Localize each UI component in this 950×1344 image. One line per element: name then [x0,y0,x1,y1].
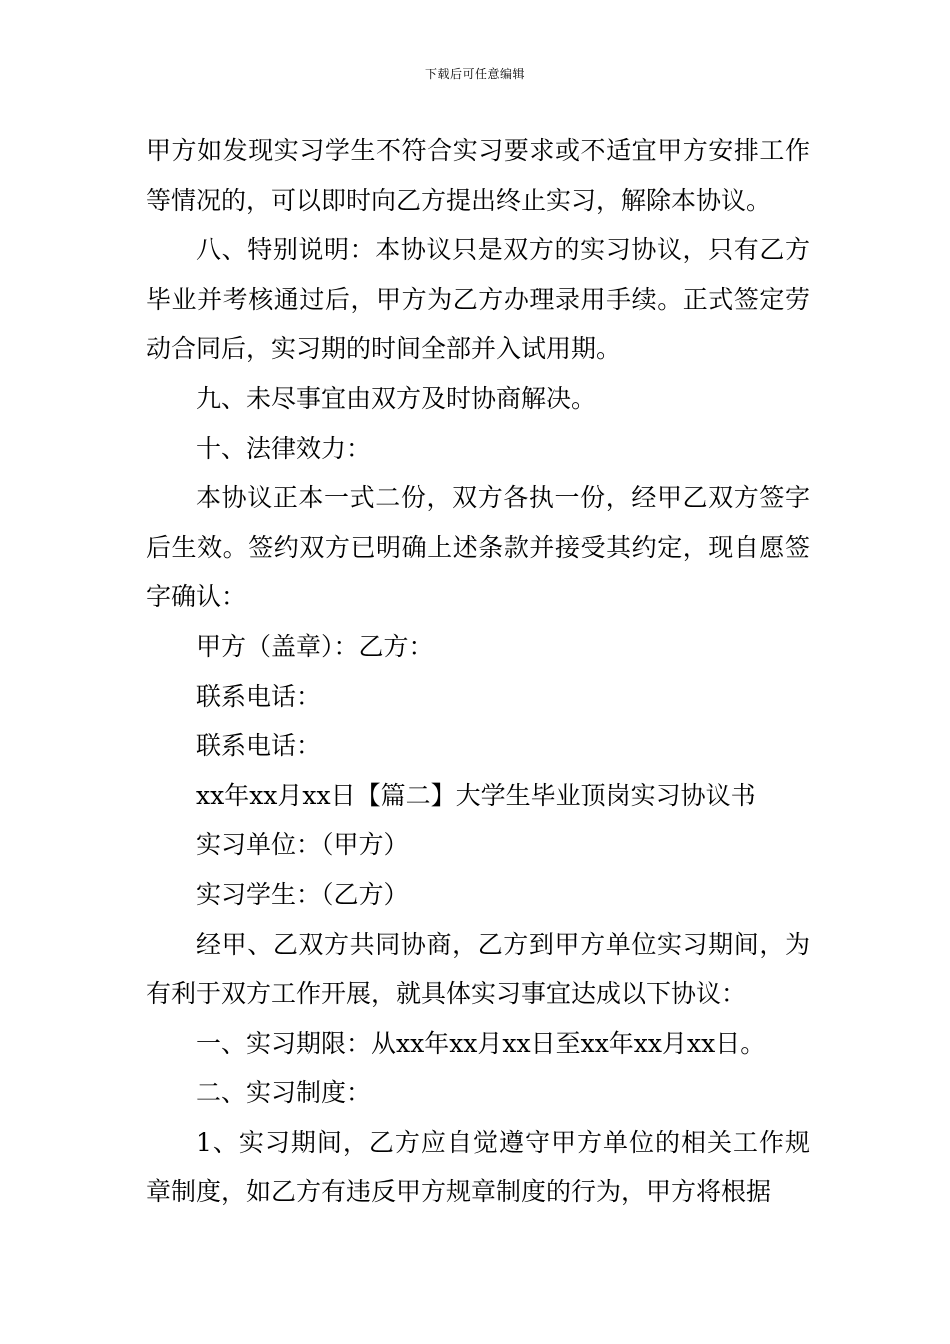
paragraph-date-and-section-title: xx年xx月xx日【篇二】大学生毕业顶岗实习协议书 [196,780,756,810]
paragraph-signature-parties: 甲方（盖章）：乙方： [196,631,434,661]
paragraph-legal-effect-heading: 十、法律效力： [196,433,372,463]
paragraph-intern-student: 实习学生：（乙方） [196,879,409,909]
paragraph-internship-rules-item-1: 1、实习期间，乙方应自觉遵守甲方单位的相关工作规章制度，如乙方有违反甲方规章制度的行为，甲方将根据 [146,1127,810,1207]
paragraph-contact-phone-1: 联系电话： [196,681,322,711]
paragraph-agreement-intro: 经甲、乙双方共同协商，乙方到甲方单位实习期间，为有利于双方工作开展，就具体实习事宜达成以下协议： [146,929,810,1009]
paragraph-contact-phone-2: 联系电话： [196,731,322,761]
paragraph-legal-effect-body: 本协议正本一式二份，双方各执一份，经甲乙双方签字后生效。签约双方已明确上述条款并接受其约定，现自愿签字确认： [146,483,810,612]
page-header: 下载后可任意编辑 [424,67,525,81]
paragraph-unresolved-matters: 九、未尽事宜由双方及时协商解决。 [196,383,597,413]
paragraph-internship-unit: 实习单位：（甲方） [196,830,409,860]
document-body [146,126,810,1217]
paragraph-termination-clause: 甲方如发现实习学生不符合实习要求或不适宜甲方安排工作等情况的，可以即时向乙方提出终止实习，解除本协议。 [146,136,810,215]
paragraph-internship-period: 一、实习期限：从xx年xx月xx日至xx年xx月xx日。 [196,1028,766,1058]
paragraph-internship-rules-heading: 二、实习制度： [196,1078,372,1108]
paragraph-special-note: 八、特别说明：本协议只是双方的实习协议，只有乙方毕业并考核通过后，甲方为乙方办理录用手续。正式签定劳动合同后，实习期的时间全部并入试用期。 [146,235,810,364]
